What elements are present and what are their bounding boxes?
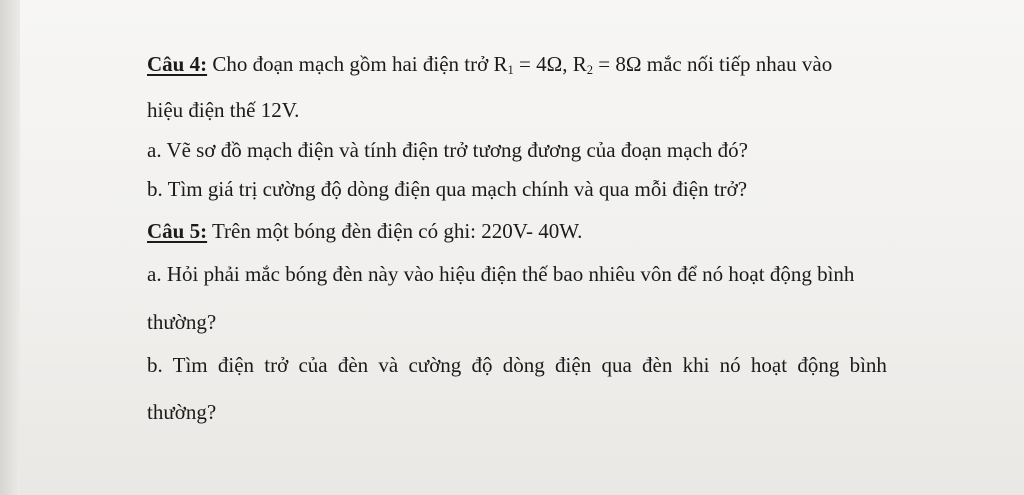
r1-subscript: 1 xyxy=(507,63,514,77)
q4-line-2: hiệu điện thế 12V. xyxy=(147,98,300,122)
q4-text-c: = 8Ω mắc nối tiếp nhau vào xyxy=(593,52,833,76)
q4-line-1 xyxy=(147,54,832,75)
q4-text-b: = 4Ω, R xyxy=(513,52,587,76)
q5-text: Trên một bóng đèn điện có ghi: 220V- 40W. xyxy=(211,219,583,243)
q5-part-a-line-2: thường? xyxy=(147,310,217,334)
r2-subscript: 2 xyxy=(586,63,594,77)
q5-label: Câu 5: xyxy=(147,219,208,243)
q5-part-a-line-1: a. Hỏi phải mắc bóng đèn này vào hiệu điện thế bao nhiêu vôn để nó hoạt động bình xyxy=(147,262,855,286)
q4-part-a: a. Vẽ sơ đồ mạch điện và tính điện trở tương đương của đoạn mạch đó? xyxy=(147,138,748,162)
q5-line-1 xyxy=(147,221,582,242)
q4-label: Câu 4: xyxy=(147,52,208,76)
q5-part-b-line-2: thường? xyxy=(147,400,217,424)
q4-text-a: Cho đoạn mạch gồm hai điện trở R xyxy=(212,52,508,76)
q4-part-b: b. Tìm giá trị cường độ dòng điện qua mạch chính và qua mỗi điện trở? xyxy=(147,177,748,201)
q5-part-b-line-1: b. Tìm điện trở của đèn và cường độ dòng điện qua đèn khi nó hoạt động bình xyxy=(147,353,887,377)
